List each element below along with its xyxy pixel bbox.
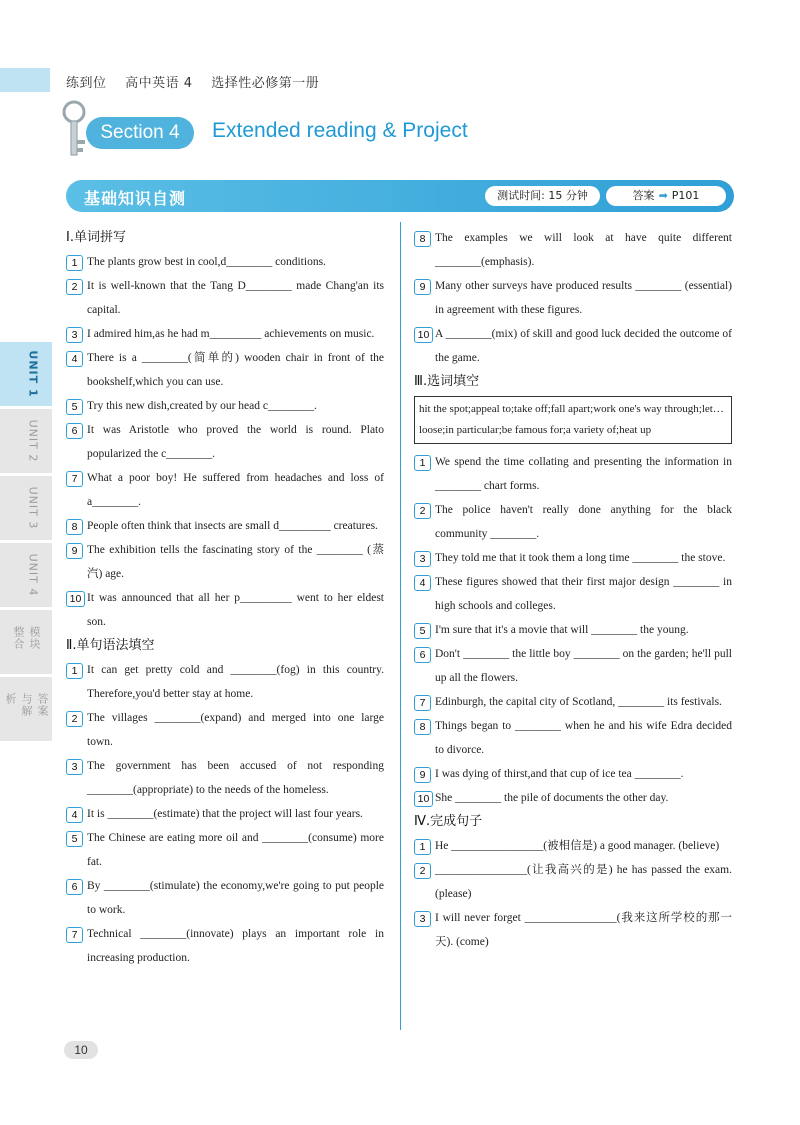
list-item — [414, 322, 732, 370]
question-text: Don't ________ the little boy ________ on the garden; he'll pull up all the flowers. — [435, 648, 732, 684]
list-item — [66, 802, 384, 826]
list-item — [414, 570, 732, 618]
question-text: I admired him,as he had m_________ achievements on music. — [87, 328, 375, 340]
question-text: Things began to ________ when he and his wife Edra decided to divorce. — [435, 720, 732, 756]
question-text: I was dying of thirst,and that cup of ice tea ________. — [435, 768, 684, 780]
question-text: Technical ________(innovate) plays an important role in increasing production. — [87, 928, 384, 964]
question-text: The Chinese are eating more oil and ________(consume) more fat. — [87, 832, 384, 868]
list-item — [414, 834, 732, 858]
question-text: The exhibition tells the fascinating story of the ________ (蒸汽) age. — [87, 544, 384, 580]
question-text: The villages ________(expand) and merged into one large town. — [87, 712, 384, 748]
question-text: It can get pretty cold and ________(fog) in this country. Therefore,you'd better stay at home. — [87, 664, 384, 700]
word-bank-box: hit the spot;appeal to;take off;fall apart;work one's way through;let…loose;in particular;be famous for;a variety of;heat up — [414, 396, 732, 444]
question-number: 9 — [66, 543, 83, 559]
side-tab-unit3[interactable] — [0, 476, 52, 540]
question-text: These figures showed that their first major design ________ in high schools and colleges. — [435, 576, 732, 612]
question-number: 5 — [66, 831, 83, 847]
subject-name: 高中英语 4 — [125, 76, 193, 91]
answer-label: 答案 — [632, 189, 655, 202]
list-item — [66, 874, 384, 922]
question-text: It is ________(estimate) that the project will last four years. — [87, 808, 363, 820]
question-number: 9 — [414, 767, 431, 783]
list-item — [66, 538, 384, 586]
question-text: What a poor boy! He suffered from headaches and loss of a________. — [87, 472, 384, 508]
question-number: 8 — [414, 231, 431, 247]
question-number: 6 — [414, 647, 431, 663]
question-text: I'm sure that it's a movie that will ________ the young. — [435, 624, 689, 636]
question-text: It was Aristotle who proved the world is round. Plato popularized the c________. — [87, 424, 384, 460]
question-number: 8 — [66, 519, 83, 535]
question-number: 4 — [414, 575, 431, 591]
right-column — [414, 226, 732, 954]
question-number: 5 — [66, 399, 83, 415]
question-text: The government has been accused of not responding ________(appropriate) to the needs of the homeless. — [87, 760, 384, 796]
answer-page: P101 — [671, 189, 700, 202]
side-tab-answers[interactable] — [0, 677, 52, 741]
list-item — [66, 466, 384, 514]
question-number: 7 — [414, 695, 431, 711]
list-item — [414, 858, 732, 906]
question-number: 9 — [414, 279, 431, 295]
question-number: 10 — [414, 327, 433, 343]
list-item — [66, 658, 384, 706]
question-text: She ________ the pile of documents the other day. — [435, 792, 669, 804]
list-item — [66, 586, 384, 634]
section-title: Extended reading & Project — [212, 119, 468, 142]
list-item — [414, 762, 732, 786]
question-number: 2 — [66, 279, 83, 295]
arrow-right-icon: ➡ — [658, 189, 668, 202]
header-tab-decoration — [0, 68, 50, 92]
list-item — [414, 714, 732, 762]
question-number: 3 — [414, 551, 431, 567]
running-header — [66, 72, 333, 91]
question-number: 1 — [414, 455, 431, 471]
question-text: People often think that insects are small d_________ creatures. — [87, 520, 378, 532]
question-number: 3 — [66, 759, 83, 775]
question-text: It was announced that all her p_________ went to her eldest son. — [87, 592, 384, 628]
list-item — [66, 346, 384, 394]
question-number: 1 — [414, 839, 431, 855]
question-text: They told me that it took them a long time ________ the stove. — [435, 552, 726, 564]
question-text: A ________(mix) of skill and good luck decided the outcome of the game. — [435, 328, 732, 364]
question-text: Try this new dish,created by our head c________. — [87, 400, 317, 412]
question-number: 6 — [66, 423, 83, 439]
list-item — [414, 906, 732, 954]
side-tab-label: UNIT 1 — [26, 350, 40, 398]
question-number: 7 — [66, 471, 83, 487]
section-heading-complete-sentences: Ⅳ.完成句子 — [414, 814, 483, 829]
question-number: 2 — [414, 503, 431, 519]
answer-reference-badge — [606, 186, 726, 206]
list-item — [414, 618, 732, 642]
question-text: I will never forget ________________(我来这所学校的那一天). (come) — [435, 912, 732, 948]
question-number: 1 — [66, 663, 83, 679]
side-tab-unit4[interactable] — [0, 543, 52, 607]
question-number: 6 — [66, 879, 83, 895]
list-item — [66, 826, 384, 874]
question-number: 5 — [414, 623, 431, 639]
side-tab-label: 模块整合 — [12, 626, 41, 650]
list-item — [414, 226, 732, 274]
list-item — [66, 274, 384, 322]
list-item — [414, 642, 732, 690]
section-heading-spelling: Ⅰ.单词拼写 — [66, 230, 126, 245]
question-text: The examples we will look at have quite different ________(emphasis). — [435, 232, 732, 268]
section-heading-word-choice: Ⅲ.选词填空 — [414, 374, 480, 389]
list-item — [414, 690, 732, 714]
question-number: 1 — [66, 255, 83, 271]
list-item — [66, 706, 384, 754]
side-tab-unit2[interactable] — [0, 409, 52, 473]
banner-title: 基础知识自测 — [84, 189, 187, 208]
question-number: 7 — [66, 927, 83, 943]
question-number: 10 — [414, 791, 433, 807]
page-number: 10 — [64, 1041, 98, 1059]
question-number: 3 — [66, 327, 83, 343]
left-column — [66, 226, 384, 970]
series-name: 练到位 — [66, 76, 107, 91]
list-item — [66, 322, 384, 346]
book-name: 选择性必修第一册 — [211, 76, 320, 91]
list-item — [414, 498, 732, 546]
list-item — [66, 922, 384, 970]
list-item — [414, 546, 732, 570]
question-number: 8 — [414, 719, 431, 735]
list-item — [414, 786, 732, 810]
question-text: The police haven't really done anything for the black community ________. — [435, 504, 732, 540]
question-number: 2 — [66, 711, 83, 727]
side-tab-module[interactable] — [0, 610, 52, 674]
question-number: 3 — [414, 911, 431, 927]
question-number: 4 — [66, 807, 83, 823]
side-tab-label: 答案与解析 — [4, 693, 49, 717]
list-item — [66, 418, 384, 466]
question-number: 2 — [414, 863, 431, 879]
question-text: By ________(stimulate) the economy,we're going to put people to work. — [87, 880, 384, 916]
list-item — [66, 754, 384, 802]
question-text: There is a ________(简单的) wooden chair in front of the bookshelf,which you can use. — [87, 352, 384, 388]
column-divider — [400, 222, 401, 1030]
question-number: 4 — [66, 351, 83, 367]
question-number: 10 — [66, 591, 85, 607]
section-badge: Section 4 — [86, 117, 194, 149]
section-heading-grammar: Ⅱ.单句语法填空 — [66, 638, 155, 653]
test-time-badge: 测试时间: 15 分钟 — [485, 186, 600, 206]
side-tab-label: UNIT 3 — [26, 486, 40, 530]
list-item — [414, 450, 732, 498]
question-text: He ________________(被相信是) a good manager. (believe) — [435, 840, 720, 852]
side-tab-unit1[interactable] — [0, 342, 52, 406]
question-text: It is well-known that the Tang D________ made Chang'an its capital. — [87, 280, 384, 316]
list-item — [66, 514, 384, 538]
question-text: We spend the time collating and presenting the information in ________ chart forms. — [435, 456, 732, 492]
list-item — [66, 394, 384, 418]
side-tab-label: UNIT 4 — [26, 553, 40, 597]
question-text: The plants grow best in cool,d________ conditions. — [87, 256, 326, 268]
question-text: ________________(让我高兴的是) he has passed the exam. (please) — [435, 864, 732, 900]
side-tab-label: UNIT 2 — [26, 419, 40, 463]
question-text: Many other surveys have produced results ________ (essential) in agreement with these figures. — [435, 280, 732, 316]
list-item — [66, 250, 384, 274]
list-item — [414, 274, 732, 322]
question-text: Edinburgh, the capital city of Scotland, ________ its festivals. — [435, 696, 722, 708]
